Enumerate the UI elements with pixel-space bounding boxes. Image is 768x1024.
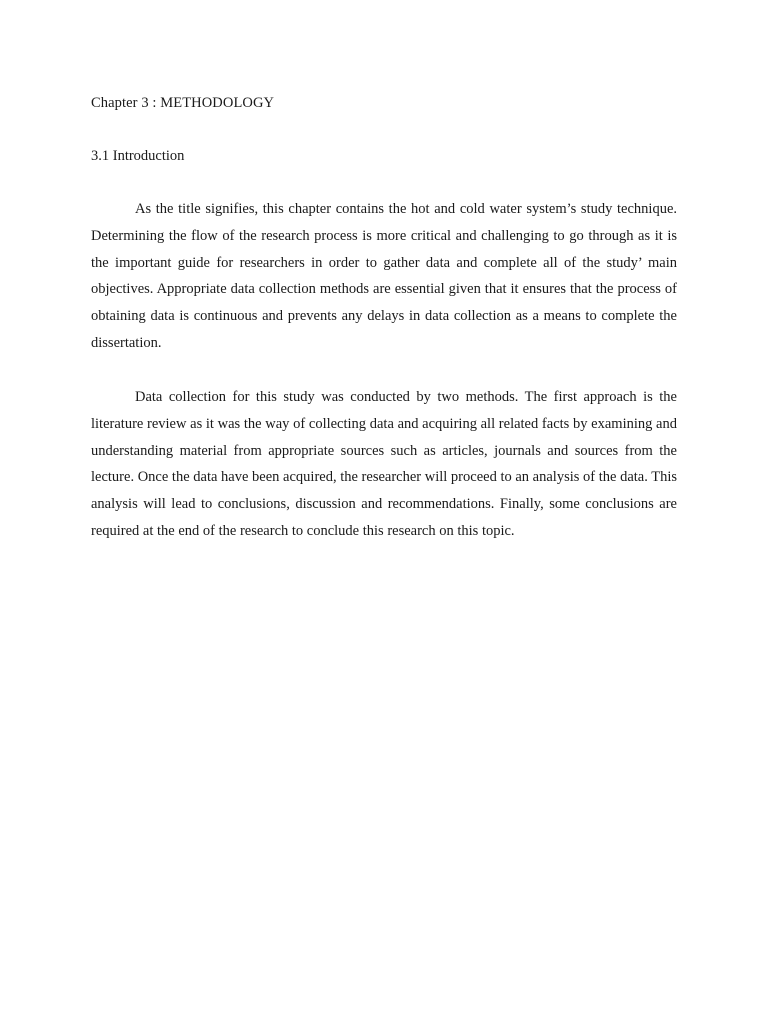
paragraph-intro: As the title signifies, this chapter contains the hot and cold water system’s study technique. Determining the flow of the research process is more critical and challenging to go through as it is the important guide for researchers in order to gather data and complete all of the study’ main objectives. Appropriate data collection methods are essential given that it ensures that the process of obtaining data is continuous and prevents any delays in data collection as a means to complete the dissertation.: [91, 201, 677, 351]
section-heading: 3.1 Introduction: [91, 148, 185, 164]
chapter-title: Chapter 3 : METHODOLOGY: [91, 95, 275, 111]
paragraph-data-collection: Data collection for this study was conducted by two methods. The first approach is the literature review as it was the way of collecting data and acquiring all related facts by examining and understanding material from appropriate sources such as articles, journals and sources from the lecture. Once the data have been acquired, the researcher will proceed to an analysis of the data. This analysis will lead to conclusions, discussion and recommendations. Finally, some conclusions are required at the end of the research to conclude this research on this topic.: [91, 389, 677, 539]
